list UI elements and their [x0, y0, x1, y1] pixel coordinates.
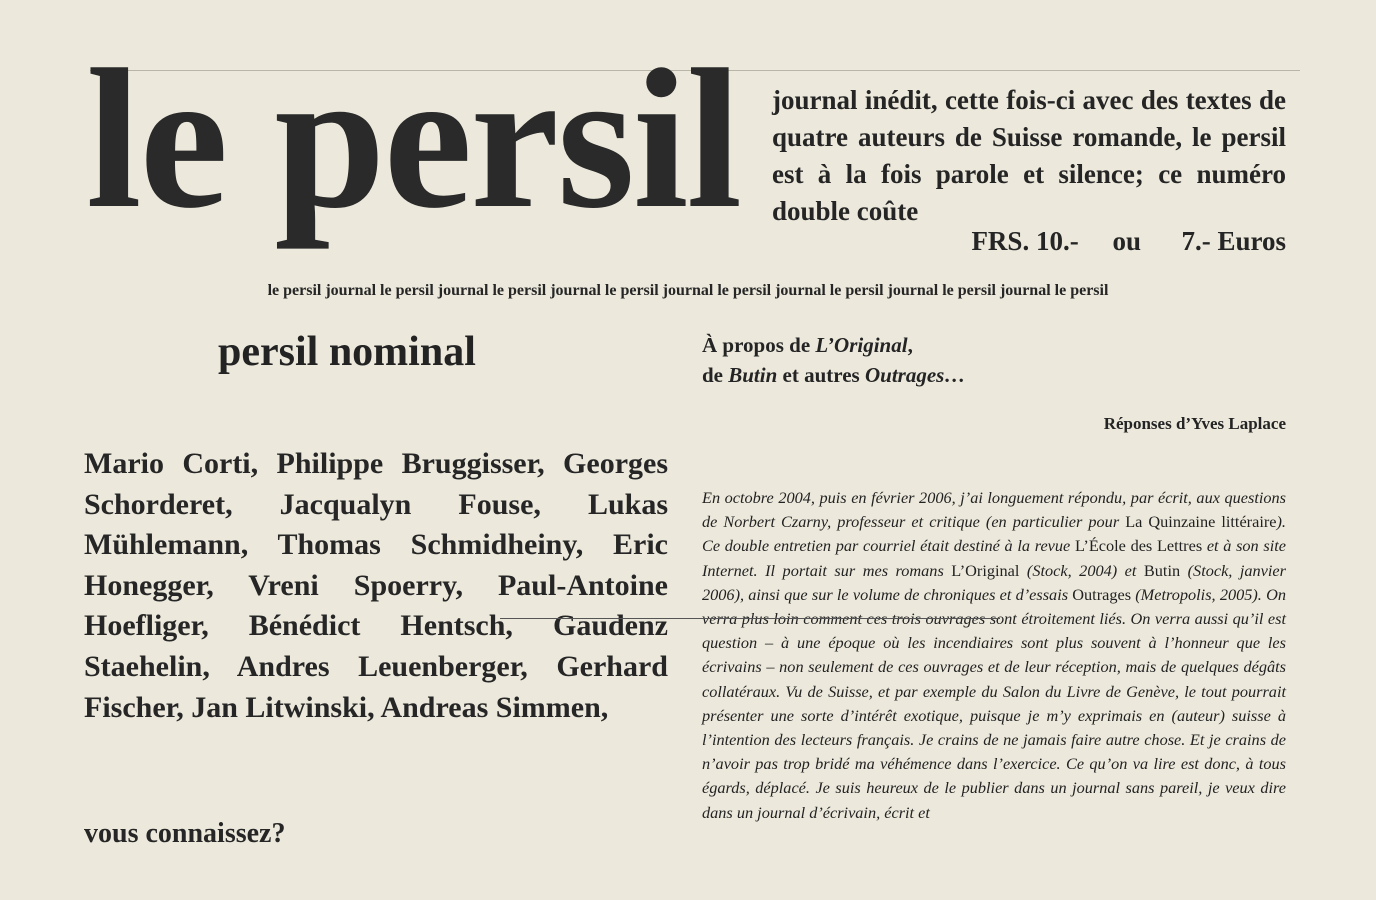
article-heading-line-2 [702, 360, 965, 390]
body-text: et à son site Internet. Il portait sur mes romans [702, 536, 1286, 580]
article-byline: Réponses d’Yves Laplace [1103, 414, 1286, 433]
heading-text: de [702, 363, 729, 387]
names-list: Mario Corti, Philippe Bruggisser, Georges Schorderet, Jacqualyn Fouse, Lukas Mühlemann, Thomas Schmidheiny, Eric Honegger, Vreni Spoerry, Paul-Antoine Hoefliger, Bénédict Hentsch, Gaudenz Staehelin, Andres Leuenberger, Gerhard Fischer, Jan Litwinski, Andreas Simmen, [84, 447, 668, 724]
price-line [772, 226, 1286, 257]
body-text: ). Ce double entretien par courriel était destiné à la revue [702, 512, 1286, 556]
price-or: ou [1112, 226, 1141, 256]
heading-book-title: Outrages… [864, 363, 966, 387]
body-reference: La Quinzaine littéraire [1125, 512, 1277, 532]
heading-book-title: L’Original [815, 333, 908, 357]
heading-text: , [907, 333, 913, 357]
body-reference: Outrages [1072, 584, 1132, 604]
body-text: (Metropolis, 2005). On verra plus loin comment ces trois ouvrages sont étroitement liés. On verra aussi qu’il est question – à une époque où les incendiaires sont plus souvent à l’honneur que les écrivains – non seulement de ces ouvrages et de leur réception, mais de quelques dégâts collatéraux. Vu de Suisse, et par exemple du Salon du Livre de Genève, le tout pourrait présenter une sorte d’intérêt exotique, puisque je m’y exprimais en (auteur) suisse à l’intention des lecteurs français. Je crains de ne jamais faire autre chose. Et je crains de n’avoir pas trop bridé ma véhémence dans l’exercice. Ce qu’on va lire est donc, à tous égards, déplacé. Je suis heureux de le publier dans un journal sans pareil, je veux dire dans un journal d’écrivain, écrit et [702, 584, 1286, 822]
masthead-intro: journal inédit, cette fois-ci avec des textes de quatre auteurs de Suisse romande, le persil est à la fois parole et silence; ce numéro double coûte [772, 85, 1286, 226]
body-reference: L’École des Lettres [1074, 536, 1203, 556]
heading-book-title: Butin [728, 363, 778, 387]
article-body [702, 486, 1286, 825]
price-chf: FRS. 10.- [971, 226, 1079, 256]
section-title: persil nominal [218, 329, 476, 375]
heading-text: et autres [777, 363, 865, 387]
closing-question: vous connaissez? [84, 818, 286, 849]
repeat-band: le persil journal le persil journal le persil journal le persil journal le persil journal le persil journal le persil journal le persil [267, 282, 1109, 299]
price-eur: 7.- Euros [1181, 226, 1286, 256]
masthead-title: le persil [86, 29, 741, 250]
body-text: (Stock, 2004) et [1019, 560, 1144, 580]
body-reference: L’Original [951, 560, 1020, 580]
article-heading-line-1 [702, 330, 965, 360]
body-text: En octobre 2004, puis en février 2006, j’ai longuement répondu, par écrit, aux questions de Norbert Czarny, professeur et critique (en particulier pour [702, 488, 1286, 532]
body-text: (Stock, janvier 2006), ainsi que sur le volume de chroniques et d’essais [702, 560, 1286, 604]
article-heading [702, 330, 965, 390]
body-reference: Butin [1143, 560, 1181, 580]
heading-text: À propos de [702, 333, 816, 357]
strike-through-line [500, 618, 1000, 619]
